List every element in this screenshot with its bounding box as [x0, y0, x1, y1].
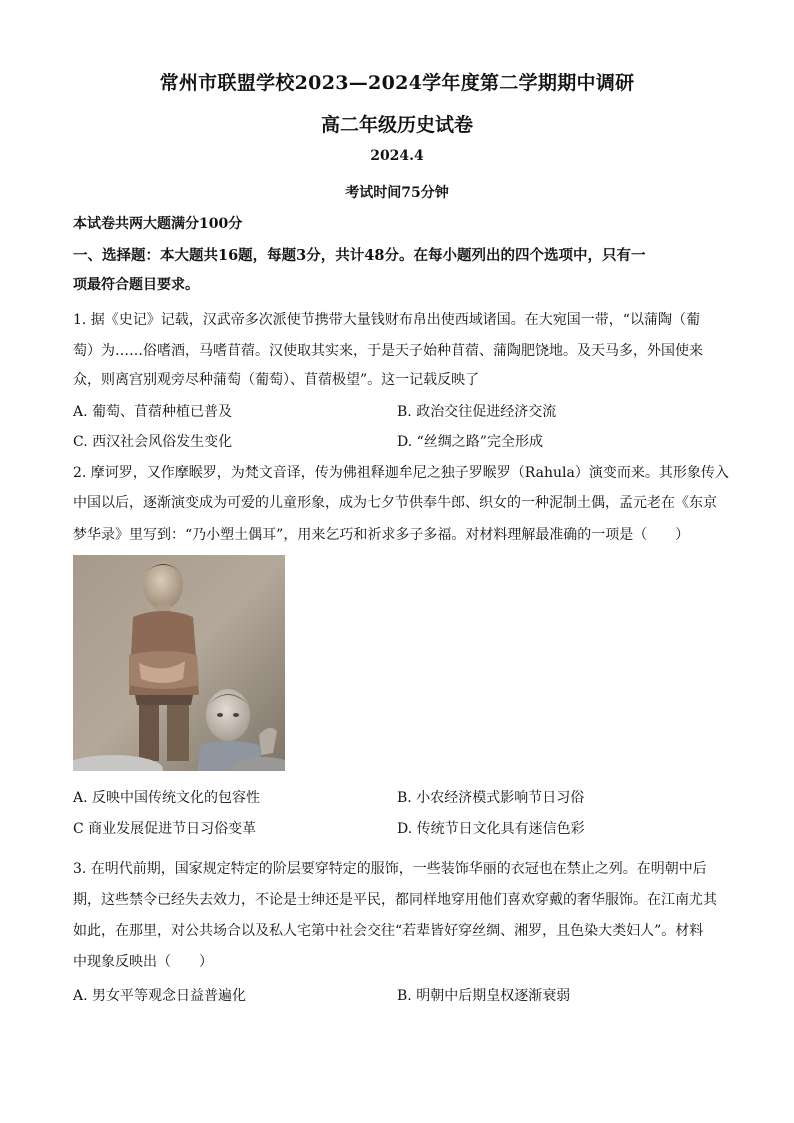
exam-date: 2024.4	[370, 148, 424, 164]
question-1-line-3: 众，则离宫别观旁尽种蒲萄（葡萄）、苜蓿极望”。这一记载反映了	[73, 372, 480, 388]
question-2-line-1: 2. 摩诃罗，又作摩睺罗，为梵文音译，传为佛祖释迦牟尼之独子罗睺罗（Rahula）演变而来。其形象传入	[73, 465, 729, 481]
question-3-option-a[interactable]: A. 男女平等观念日益普遍化	[73, 988, 247, 1004]
question-3-option-b[interactable]: B. 明朝中后期皇权逐渐衰弱	[397, 988, 571, 1004]
question-3-line-3: 如此，在那里，对公共场合以及私人宅第中社会交往“若辈皆好穿丝绸、湘罗，且色染大类妇人”。材料	[73, 923, 704, 939]
question-2-option-b[interactable]: B. 小农经济模式影响节日习俗	[397, 790, 585, 806]
question-2-line-2: 中国以后，逐渐演变成为可爱的儿童形象，成为七夕节供奉牛郎、织女的一种泥制土偶，孟元老在《东京	[73, 495, 717, 511]
question-1-option-b[interactable]: B. 政治交往促进经济交流	[397, 404, 557, 420]
question-1-option-a[interactable]: A. 葡萄、苜蓿种植已普及	[73, 404, 233, 420]
question-3-line-2: 期，这些禁令已经失去效力，不论是士绅还是平民，都同样地穿用他们喜欢穿戴的奢华服饰。在江南尤其	[73, 892, 717, 908]
section1-instructions-line2: 项最符合题目要求。	[73, 277, 199, 293]
question-2-option-a[interactable]: A. 反映中国传统文化的包容性	[73, 790, 261, 806]
clay-figurines-illustration	[73, 555, 285, 771]
exam-duration: 考试时间75分钟	[345, 185, 449, 201]
exam-title: 常州市联盟学校2023—2024学年度第二学期期中调研	[159, 72, 635, 94]
question-1-line-1: 1. 据《史记》记载，汉武帝多次派使节携带大量钱财布帛出使西域诸国。在大宛国一带，“以蒲陶（葡	[73, 312, 700, 328]
question-2-option-c[interactable]: C 商业发展促进节日习俗变革	[73, 821, 257, 837]
clay-figurines-photo	[73, 555, 285, 771]
question-2-line-3: 梦华录》里写到：“乃小塑土偶耳”，用来乞巧和祈求多子多福。对材料理解最准确的一项是（ ）	[73, 527, 690, 543]
question-1-line-2: 萄）为……俗嗜酒，马嗜苜蓿。汉使取其实来，于是天子始种苜蓿、蒲陶肥饶地。及天马多，外国使来	[73, 343, 703, 359]
section1-instructions-line1: 一、选择题：本大题共16题，每题3分，共计48分。在每小题列出的四个选项中，只有一	[73, 247, 646, 264]
question-1-option-d[interactable]: D. “丝绸之路”完全形成	[397, 434, 543, 450]
question-3-line-4: 中现象反映出（ ）	[73, 954, 213, 970]
question-1-option-c[interactable]: C. 西汉社会风俗发生变化	[73, 434, 233, 450]
exam-subtitle: 高二年级历史试卷	[320, 114, 473, 136]
question-3-line-1: 3. 在明代前期，国家规定特定的阶层要穿特定的服饰，一些装饰华丽的衣冠也在禁止之列。在明朝中后	[73, 861, 707, 877]
question-2-option-d[interactable]: D. 传统节日文化具有迷信色彩	[397, 821, 585, 837]
total-score-note: 本试卷共两大题满分100分	[73, 216, 243, 232]
